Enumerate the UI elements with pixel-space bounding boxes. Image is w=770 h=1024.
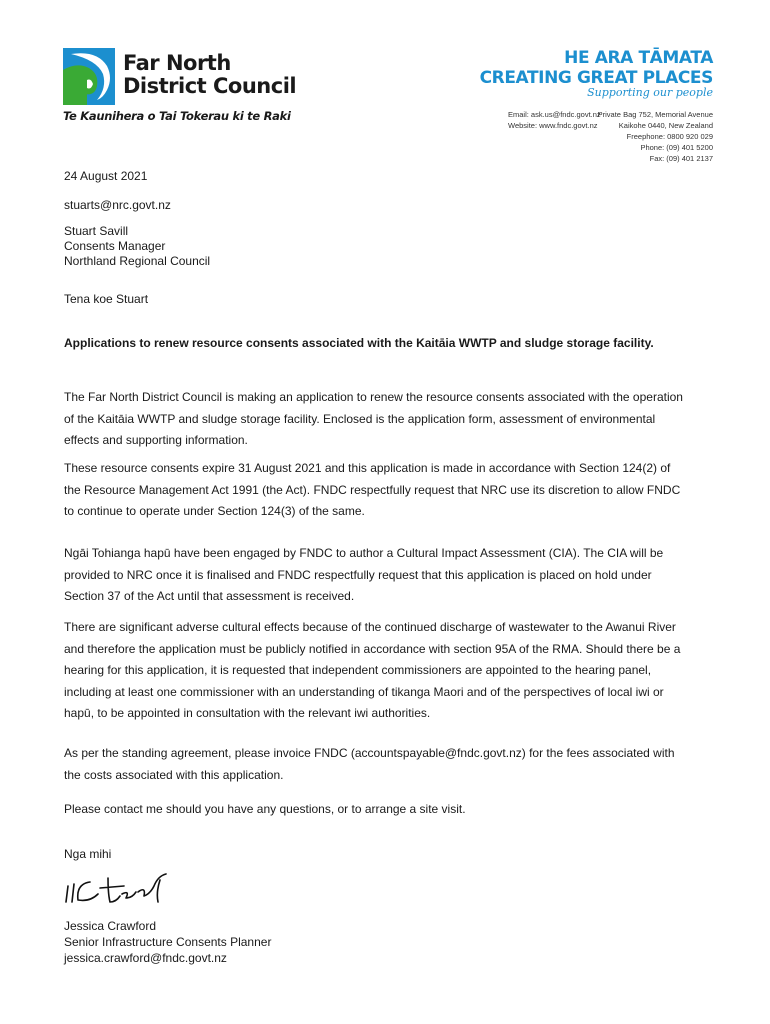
contact-right: [598, 109, 713, 164]
contact-left: [508, 109, 601, 131]
brand-title-line1: HE ARA TĀMATA: [564, 48, 713, 68]
letter-subject: Applications to renew resource consents associated with the Kaitāia WWTP and sludge storage facility.: [64, 336, 654, 350]
sender-title: Senior Infrastructure Consents Planner: [64, 935, 272, 949]
recipient-title: Consents Manager: [64, 239, 166, 253]
brand-tagline: Supporting our people: [587, 86, 713, 99]
council-logo-icon: [63, 48, 115, 105]
contact-address-1: Private Bag 752, Memorial Avenue: [597, 110, 713, 119]
letter-date: 24 August 2021: [64, 169, 148, 183]
recipient-email: stuarts@nrc.govt.nz: [64, 198, 171, 212]
closing: Nga mihi: [64, 847, 112, 861]
org-name: [123, 52, 296, 98]
brand-title: [480, 48, 713, 88]
contact-fax: Fax: (09) 401 2137: [649, 154, 713, 163]
org-tagline: Te Kaunihera o Tai Tokerau ki te Raki: [63, 109, 291, 123]
paragraph-6: Please contact me should you have any questions, or to arrange a site visit.: [64, 802, 466, 816]
salutation: Tena koe Stuart: [64, 292, 149, 306]
paragraph-4: There are significant adverse cultural effects because of the continued discharge of wastewater to the Awanui River and therefore the application must be publicly notified in accordance with section 95A of the RMA. Should there be a hearing for this application, it is requested that independent commissioners are appointed to the hearing panel, including at least one commissioner with an understanding of tikanga Maori and of the perspectives of local iwi or hapū, to be appointed in consultation with the relevant iwi authorities.: [64, 620, 681, 720]
brand-title-line2: CREATING GREAT PLACES: [479, 68, 713, 88]
sender-email: jessica.crawford@fndc.govt.nz: [64, 951, 227, 965]
org-name-line2: District Council: [123, 74, 297, 98]
signature-icon: [64, 872, 170, 908]
recipient-name: Stuart Savill: [64, 224, 129, 238]
recipient-org: Northland Regional Council: [64, 254, 211, 268]
contact-address-2: Kaikohe 0440, New Zealand: [618, 121, 713, 130]
paragraph-3: Ngāi Tohianga hapū have been engaged by FNDC to author a Cultural Impact Assessment (CIA). The CIA will be provided to NRC once it is finalised and FNDC respectfully request that this application is placed on hold under Section 37 of the Act until that assessment is received.: [64, 546, 664, 603]
contact-freephone: Freephone: 0800 920 029: [626, 132, 713, 141]
paragraph-5: As per the standing agreement, please invoice FNDC (accountspayable@fndc.govt.nz) for the fees associated with the costs associated with this application.: [64, 746, 675, 782]
paragraph-2: These resource consents expire 31 August 2021 and this application is made in accordance with Section 124(2) of the Resource Management Act 1991 (the Act). FNDC respectfully request that NRC use its discretion to allow FNDC to continue to operate under Section 124(3) of the same.: [64, 461, 681, 518]
contact-phone: Phone: (09) 401 5200: [640, 143, 713, 152]
sender-name: Jessica Crawford: [64, 919, 157, 933]
paragraph-1: The Far North District Council is making an application to renew the resource consents associated with the operation of the Kaitāia WWTP and sludge storage facility. Enclosed is the application form, assessment of environmental effects and supporting information.: [64, 390, 683, 447]
org-name-line1: Far North: [123, 51, 231, 75]
contact-website: Website: www.fndc.govt.nz: [508, 121, 598, 130]
contact-email: Email: ask.us@fndc.govt.nz: [508, 110, 601, 119]
